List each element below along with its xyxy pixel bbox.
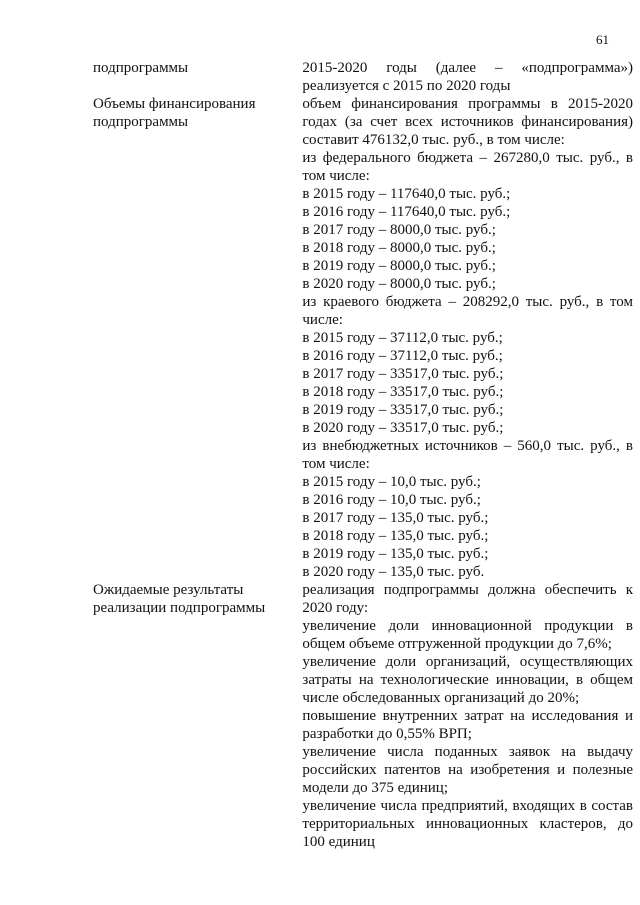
subprogram-passport-table	[88, 59, 633, 851]
paragraph: в 2019 году – 8000,0 тыс. руб.;	[302, 258, 496, 274]
paragraph: реализация подпрограммы должна обеспечить к 2020 году:	[302, 582, 633, 616]
page-number: 61	[596, 32, 609, 47]
paragraph: в 2015 году – 37112,0 тыс. руб.;	[302, 330, 503, 346]
paragraph: в 2020 году – 8000,0 тыс. руб.;	[302, 276, 496, 292]
paragraph: в 2016 году – 117640,0 тыс. руб.;	[302, 204, 511, 220]
paragraph: из краевого бюджета – 208292,0 тыс. руб., в том числе:	[302, 294, 633, 328]
paragraph: в 2017 году – 8000,0 тыс. руб.;	[302, 222, 496, 238]
paragraph: в 2018 году – 8000,0 тыс. руб.;	[302, 240, 496, 256]
paragraph: в 2016 году – 10,0 тыс. руб.;	[302, 492, 481, 508]
paragraph: в 2016 году – 37112,0 тыс. руб.;	[302, 348, 503, 364]
paragraph: увеличение числа предприятий, входящих в состав территориальных инновационных кластеров, до 100 единиц	[302, 798, 633, 850]
paragraph: в 2015 году – 10,0 тыс. руб.;	[302, 474, 481, 490]
table-row-financing	[88, 95, 633, 581]
paragraph: повышение внутренних затрат на исследования и разработки до 0,55% ВРП;	[302, 708, 633, 742]
paragraph: в 2015 году – 117640,0 тыс. руб.;	[302, 186, 511, 202]
paragraph: в 2020 году – 33517,0 тыс. руб.;	[302, 420, 504, 436]
row-value	[302, 581, 633, 851]
paragraph: увеличение доли инновационной продукции в общем объеме отгруженной продукции до 7,6%;	[302, 618, 633, 652]
paragraph: в 2017 году – 135,0 тыс. руб.;	[302, 510, 489, 526]
paragraph: 2015-2020 годы (далее – «подпрограмма») реализуется с 2015 по 2020 годы	[302, 60, 633, 94]
paragraph: в 2020 году – 135,0 тыс. руб.	[302, 564, 485, 580]
paragraph: из федерального бюджета – 267280,0 тыс. руб., в том числе:	[302, 150, 633, 184]
table-row-period	[88, 59, 633, 95]
paragraph: в 2017 году – 33517,0 тыс. руб.;	[302, 366, 504, 382]
row-value	[302, 95, 633, 581]
row-label: подпрограммы	[93, 60, 189, 76]
paragraph: из внебюджетных источников – 560,0 тыс. руб., в том числе:	[302, 438, 633, 472]
row-value	[302, 59, 633, 95]
table-row-expected-results	[88, 581, 633, 851]
row-label: Ожидаемые результаты реализации подпрограммы	[93, 582, 266, 616]
row-label: Объемы финансирования подпрограммы	[93, 96, 256, 130]
paragraph: в 2018 году – 33517,0 тыс. руб.;	[302, 384, 504, 400]
paragraph: увеличение доли организаций, осуществляющих затраты на технологические инновации, в общем числе обследованных организаций до 20%;	[302, 654, 633, 706]
paragraph: в 2019 году – 135,0 тыс. руб.;	[302, 546, 489, 562]
paragraph: увеличение числа поданных заявок на выдачу российских патентов на изобретения и полезные модели до 375 единиц;	[302, 744, 633, 796]
paragraph: объем финансирования программы в 2015-2020 годах (за счет всех источников финансирования) составит 476132,0 тыс. руб., в том числе:	[302, 96, 633, 148]
paragraph: в 2018 году – 135,0 тыс. руб.;	[302, 528, 489, 544]
paragraph: в 2019 году – 33517,0 тыс. руб.;	[302, 402, 504, 418]
